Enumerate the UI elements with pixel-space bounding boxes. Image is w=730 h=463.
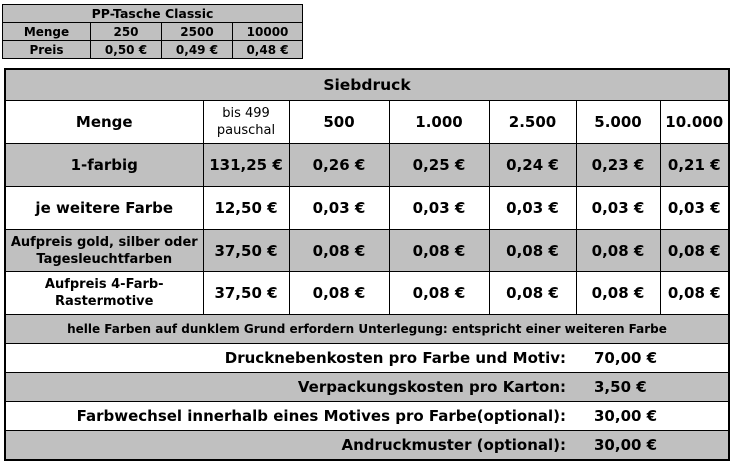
pp-tasche-price-table: [2, 4, 303, 59]
siebdruck-price-table: [4, 68, 730, 461]
table-row: [5, 230, 729, 272]
cost-label: Andruckmuster (optional):: [5, 431, 576, 461]
small-price: 0,48 €: [233, 41, 303, 59]
color-note: helle Farben auf dunklem Grund erfordern Unterlegung: entspricht einer weiteren Farbe: [5, 315, 729, 344]
price-cell: 0,08 €: [389, 272, 489, 315]
row-label-line1: Aufpreis 4-Farb-: [44, 277, 164, 292]
table-row: [5, 272, 729, 315]
row-label: [5, 230, 203, 272]
table-row: [5, 144, 729, 187]
row-label: [5, 272, 203, 315]
small-qty: 10000: [233, 23, 303, 41]
small-menge-label: Menge: [3, 23, 91, 41]
price-cell: 0,26 €: [289, 144, 389, 187]
cost-label: Verpackungskosten pro Karton:: [5, 373, 576, 402]
menge-label: Menge: [5, 101, 203, 144]
price-cell: 0,21 €: [660, 144, 729, 187]
row-label: je weitere Farbe: [5, 187, 203, 230]
price-cell: 0,03 €: [576, 187, 660, 230]
small-price: 0,49 €: [162, 41, 233, 59]
price-cell: 37,50 €: [203, 272, 289, 315]
price-cell: 0,25 €: [389, 144, 489, 187]
row-label: 1-farbig: [5, 144, 203, 187]
price-cell: 37,50 €: [203, 230, 289, 272]
small-preis-label: Preis: [3, 41, 91, 59]
price-cell: 0,08 €: [489, 272, 576, 315]
table-row: [5, 187, 729, 230]
small-qty: 250: [91, 23, 162, 41]
qty-header: 500: [289, 101, 389, 144]
bis-line2: pauschal: [216, 123, 276, 138]
cost-value: 30,00 €: [576, 402, 729, 431]
price-cell: 0,03 €: [660, 187, 729, 230]
row-label-line1: Aufpreis gold, silber oder: [10, 234, 198, 250]
bis-line1: bis 499: [222, 106, 270, 121]
pp-tasche-title: PP-Tasche Classic: [3, 5, 303, 23]
price-cell: 0,08 €: [389, 230, 489, 272]
cost-value: 30,00 €: [576, 431, 729, 461]
small-price: 0,50 €: [91, 41, 162, 59]
qty-header: 1.000: [389, 101, 489, 144]
price-cell: 0,23 €: [576, 144, 660, 187]
row-label-line2: Rastermotive: [55, 294, 154, 309]
cost-label: Drucknebenkosten pro Farbe und Motiv:: [5, 344, 576, 373]
cost-value: 70,00 €: [576, 344, 729, 373]
price-cell: 0,03 €: [489, 187, 576, 230]
price-cell: 0,03 €: [389, 187, 489, 230]
price-cell: 0,24 €: [489, 144, 576, 187]
price-cell: 0,08 €: [660, 230, 729, 272]
price-cell: 0,08 €: [289, 230, 389, 272]
qty-header: 2.500: [489, 101, 576, 144]
price-cell: 131,25 €: [203, 144, 289, 187]
price-cell: 12,50 €: [203, 187, 289, 230]
cost-label: Farbwechsel innerhalb eines Motives pro Farbe(optional):: [5, 402, 576, 431]
qty-header: 5.000: [576, 101, 660, 144]
qty-header: 10.000: [660, 101, 729, 144]
siebdruck-title: Siebdruck: [5, 69, 729, 101]
price-cell: 0,08 €: [289, 272, 389, 315]
price-cell: 0,08 €: [660, 272, 729, 315]
small-qty: 2500: [162, 23, 233, 41]
price-cell: 0,08 €: [576, 272, 660, 315]
cost-value: 3,50 €: [576, 373, 729, 402]
price-cell: 0,08 €: [576, 230, 660, 272]
row-label-line2: Tagesleuchtfarben: [36, 251, 173, 267]
bis-499-header: [203, 101, 289, 144]
price-cell: 0,03 €: [289, 187, 389, 230]
price-cell: 0,08 €: [489, 230, 576, 272]
